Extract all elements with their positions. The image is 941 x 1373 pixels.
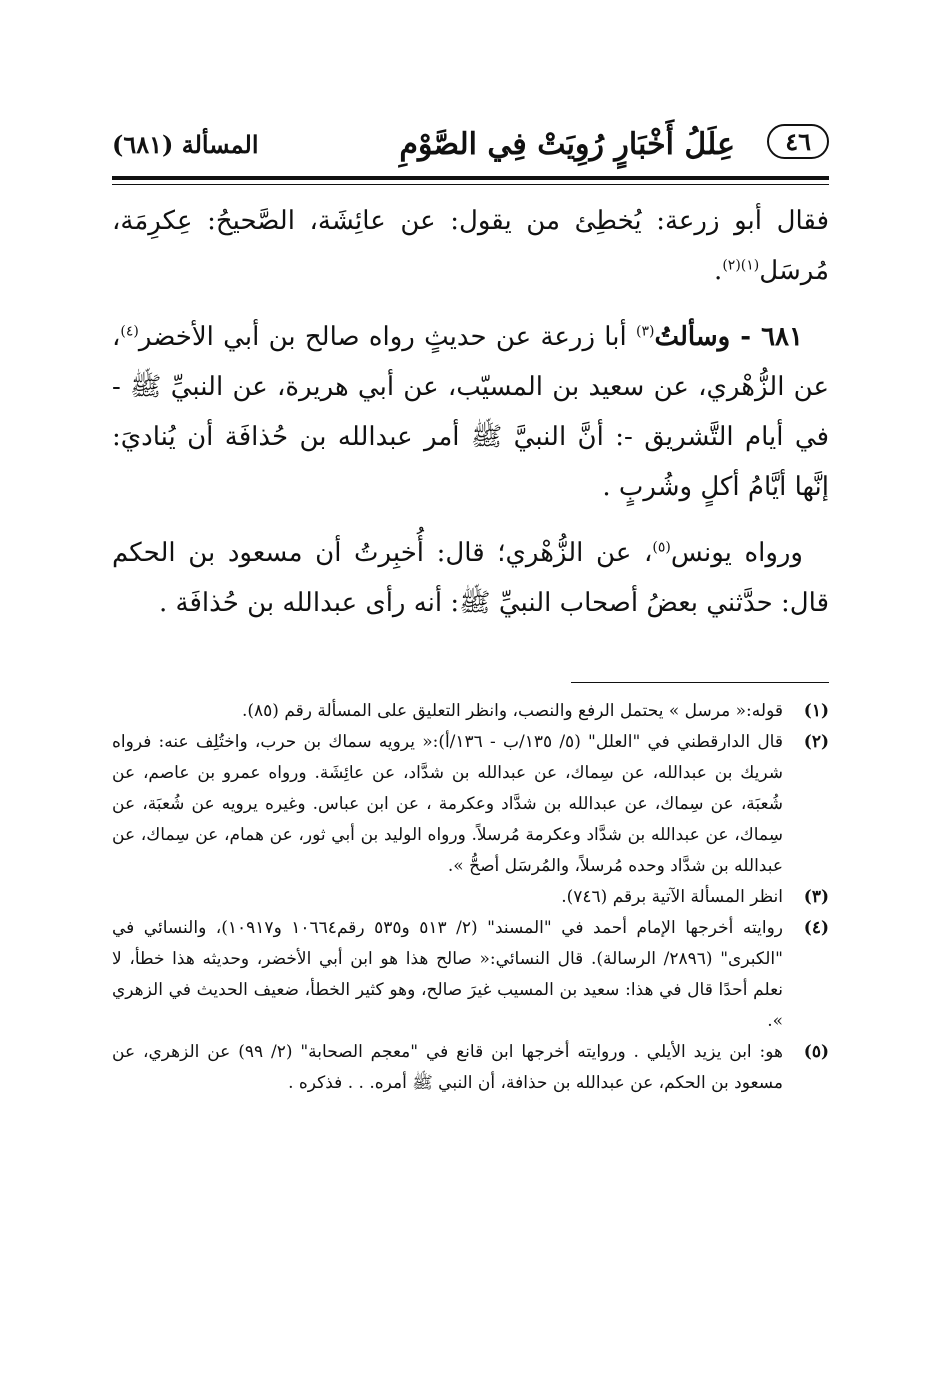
paragraph-681 bbox=[112, 312, 829, 512]
header-rule-thick bbox=[112, 176, 829, 180]
footnote-ref-5: (٥) bbox=[652, 539, 671, 556]
issue-681-lead: ٦٨١ - وسألتُ bbox=[654, 322, 803, 352]
footnote-number: (٤) bbox=[803, 918, 829, 938]
footnote-ref-4: (٤) bbox=[120, 323, 139, 340]
footnote-item bbox=[112, 727, 829, 882]
paragraph-1-text: فقال أبو زرعة: يُخطِئ من يقول: عن عائِشَة، الصَّحيحُ: عِكرِمَة، مُرسَل bbox=[112, 206, 829, 286]
main-text bbox=[112, 196, 829, 628]
footnote-ref-3: (٣) bbox=[635, 323, 655, 340]
page-header bbox=[112, 118, 829, 170]
paragraph-1 bbox=[112, 196, 829, 296]
footnotes bbox=[112, 696, 829, 1099]
footnote-number: (١) bbox=[803, 701, 829, 721]
footnote-item bbox=[112, 882, 829, 913]
footnote-item bbox=[112, 696, 829, 727]
footnote-text: انظر المسألة الآتية برقم (٧٤٦). bbox=[561, 887, 783, 907]
footnote-item bbox=[112, 1037, 829, 1099]
paragraph-3-rest: ، عن الزُّهْري؛ قال: أُخبِرتُ أن مسعود بن الحكم قال: حدَّثني بعضُ أصحاب النبيِّ ﷺ: أنه رأى عبدالله بن حُذافَة . bbox=[112, 538, 829, 618]
issue-number-label: المسألة (٦٨١) bbox=[112, 129, 259, 159]
paragraph-3 bbox=[112, 528, 829, 628]
footnote-item bbox=[112, 913, 829, 1037]
footnote-number: (٥) bbox=[803, 1042, 829, 1062]
footnote-text: قال الدارقطني في "العلل" (٥/ ١٣٥/ب - ١٣٦/أ):« يرويه سماك بن حرب، واختُلِف عنه: فرواه شريك بن عبدالله، عن سِماك، عن عبدالله بن شدَّاد، عن عائِشَة. ورواه عمرو بن عاصم، عن شُعبَة، عن سِماك، عن عبدالله بن شدَّاد وعكرمة ، عن ابن عباس. وغيره يرويه عن شُعبَة، عن سِماك، عن عبدالله بن شدَّاد وعكرمة مُرسلاً. ورواه الوليد بن أبي ثور، عن همام، عن سِماك، عن عبدالله بن شدَّاد وحده مُرسلاً، والمُرسَل أصحُّ ». bbox=[112, 732, 783, 876]
footnote-number: (٣) bbox=[803, 887, 829, 907]
paragraph-3-lead: ورواه يونس bbox=[670, 538, 803, 568]
header-rule-thin bbox=[112, 184, 829, 185]
page-number-wrapper bbox=[767, 127, 829, 157]
footnote-ref-1-2: (١)(٢) bbox=[722, 257, 760, 274]
footnote-text: قوله:« مرسل » يحتمل الرفع والنصب، وانظر التعليق على المسألة رقم (٨٥). bbox=[241, 701, 783, 721]
paragraph-1-end: . bbox=[714, 256, 723, 286]
page-number: ٤٦ bbox=[767, 124, 829, 159]
book-title: عِلَلُ أَخْبَارٍ رُوِيَتْ فِي الصَّوْمِ bbox=[399, 126, 735, 162]
footnote-separator bbox=[571, 682, 829, 683]
footnote-text: هو: ابن يزيد الأيلي . وروايته أخرجها ابن قانع في "معجم الصحابة" (٢/ ٩٩) عن الزهري، عن مسعود بن الحكم، عن عبدالله بن حذافة، أن النبي ﷺ أمره. . . فذكره . bbox=[112, 1042, 783, 1093]
paragraph-681-part1: أبا زرعة عن حديثٍ رواه صالح بن أبي الأخضر bbox=[138, 322, 636, 352]
footnote-number: (٢) bbox=[803, 732, 829, 752]
paragraph-681-part2: ، عن الزُّهْري، عن سعيد بن المسيّب، عن أبي هريرة، عن النبيِّ ﷺ - في أيام التَّشريق -: أنَّ النبيَّ ﷺ أمر عبدالله بن حُذافَة أن يُناديَ: إنَّها أيَّامُ أكلٍ وشُربٍ . bbox=[112, 322, 829, 502]
footnote-text: روايته أخرجها الإمام أحمد في "المسند" (٢/ ٥١٣ و٥٣٥ رقم١٠٦٦٤ و١٠٩١٧)، والنسائي في "الكبرى" (٢٨٩٦/ الرسالة). قال النسائي:« صالح هذا هو ابن أبي الأخضر، وحديثه هذا خطأ، لا نعلم أحدًا قال في هذا: سعيد بن المسيب غيرَ صالح، وهو كثير الخطأ، ضعيف الحديث في الزهري ». bbox=[112, 918, 783, 1031]
